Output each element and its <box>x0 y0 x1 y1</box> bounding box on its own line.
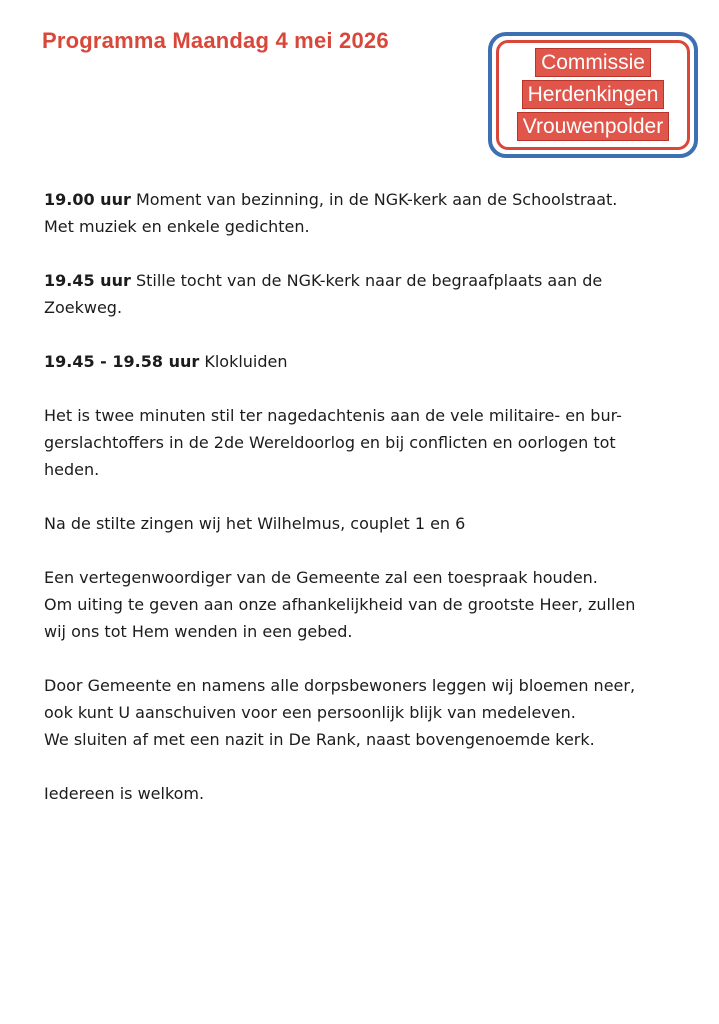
speech-line-2: Om uiting te geven aan onze afhankelijkheid van de grootste Heer, zullen <box>44 595 636 614</box>
welcome-text: Iedereen is welkom. <box>44 784 205 803</box>
program-content <box>44 186 674 834</box>
anthem-text: Na de stilte zingen wij het Wilhelmus, couplet 1 en 6 <box>44 514 466 533</box>
item-2-line-1: Stille tocht van de NGK-kerk naar de begraafplaats aan de <box>135 271 603 290</box>
anthem-paragraph <box>44 510 674 537</box>
item-1-time: 19.00 uur <box>44 190 131 209</box>
silence-paragraph <box>44 402 674 483</box>
flowers-line-3: We sluiten af met een nazit in De Rank, naast bovengenoemde kerk. <box>44 730 595 749</box>
item-1-line-2: Met muziek en enkele gedichten. <box>44 217 310 236</box>
program-item-3 <box>44 348 674 375</box>
welcome-paragraph <box>44 780 674 807</box>
item-2-line-2: Zoekweg. <box>44 298 123 317</box>
silence-line-1: Het is twee minuten stil ter nagedachtenis aan de vele militaire- en bur- <box>44 406 622 425</box>
item-3-time: 19.45 - 19.58 uur <box>44 352 200 371</box>
speech-paragraph <box>44 564 674 645</box>
flowers-line-2: ook kunt U aanschuiven voor een persoonlijk blijk van medeleven. <box>44 703 576 722</box>
flowers-line-1: Door Gemeente en namens alle dorpsbewoners leggen wij bloemen neer, <box>44 676 636 695</box>
page-title: Programma Maandag 4 mei 2026 <box>42 28 389 53</box>
logo-line-herdenkingen: Herdenkingen <box>522 80 665 109</box>
logo-line-vrouwenpolder: Vrouwenpolder <box>517 112 669 141</box>
speech-line-3: wij ons tot Hem wenden in een gebed. <box>44 622 353 641</box>
logo <box>488 32 698 158</box>
silence-line-3: heden. <box>44 460 100 479</box>
speech-line-1: Een vertegenwoordiger van de Gemeente zal een toespraak houden. <box>44 568 598 587</box>
silence-line-2: gerslachtoffers in de 2de Wereldoorlog en bij conflicten en oorlogen tot <box>44 433 616 452</box>
program-item-1 <box>44 186 674 240</box>
item-3-text: Klokluiden <box>204 352 288 371</box>
logo-text-block <box>488 48 698 141</box>
program-item-2 <box>44 267 674 321</box>
item-1-line-1: Moment van bezinning, in de NGK-kerk aan de Schoolstraat. <box>135 190 618 209</box>
item-2-time: 19.45 uur <box>44 271 131 290</box>
logo-line-commissie: Commissie <box>535 48 651 77</box>
flowers-paragraph <box>44 672 674 753</box>
